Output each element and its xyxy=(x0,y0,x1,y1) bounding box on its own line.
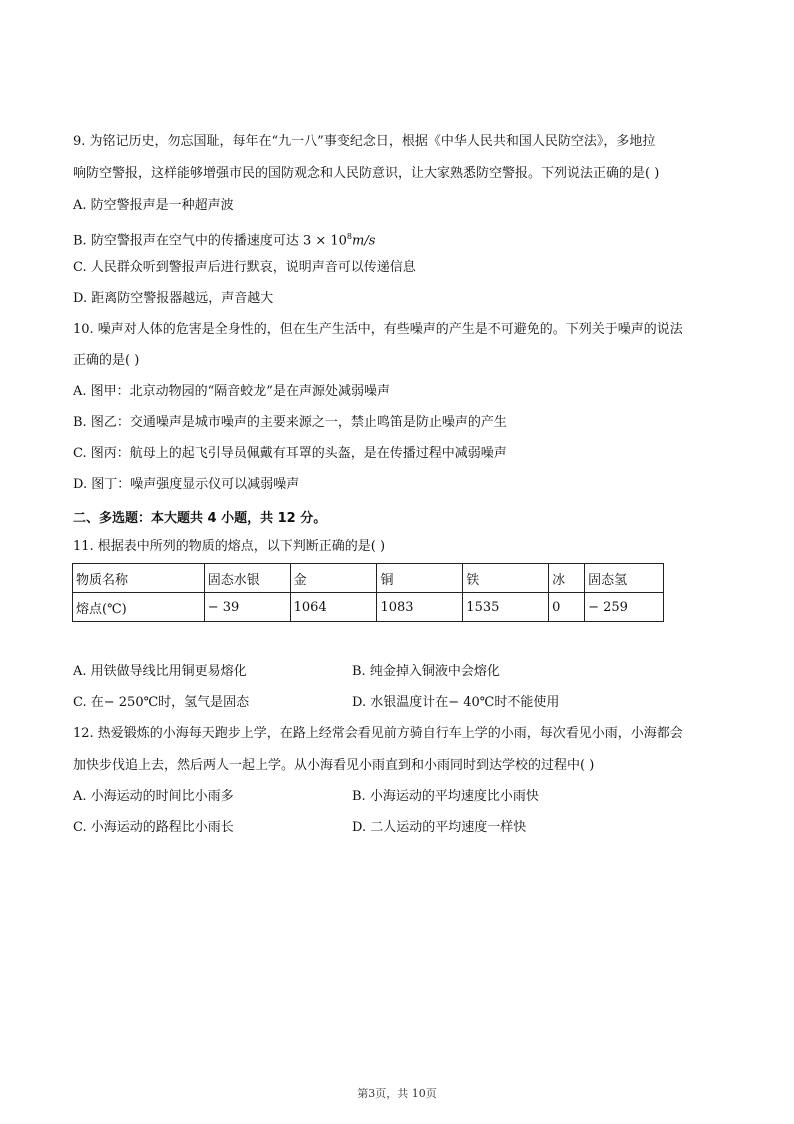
table-cell: 熔点(℃) xyxy=(73,593,205,622)
page-number: 第3页，共 10页 xyxy=(357,1087,437,1100)
table-row xyxy=(73,593,664,622)
q9-option-d: D. 距离防空警报器越远，声音越大 xyxy=(73,291,274,306)
q9-stem-line2: 响防空警报，这样能够增强市民的国防观念和人民防意识，让大家熟悉防空警报。下列说法正确的是( ) xyxy=(73,166,660,181)
q10-option-c: C. 图丙：航母上的起飞引导员佩戴有耳罩的头盔，是在传播过程中减弱噪声 xyxy=(73,446,507,461)
table-cell: 1535 xyxy=(463,593,549,622)
table-cell: 铁 xyxy=(463,564,549,593)
table-cell: 物质名称 xyxy=(73,564,205,593)
q10-option-b: B. 图乙：交通噪声是城市噪声的主要来源之一，禁止鸣笛是防止噪声的产生 xyxy=(73,415,507,430)
q9-option-c: C. 人民群众听到警报声后进行默哀，说明声音可以传递信息 xyxy=(73,260,416,275)
q11-option-a: A. 用铁做导线比用铜更易熔化 xyxy=(73,664,247,679)
table-cell: 金 xyxy=(290,564,377,593)
q12-stem-line2: 加快步伐追上去，然后两人一起上学。从小海看见小雨直到和小雨同时到达学校的过程中( ) xyxy=(73,758,595,773)
q10-option-a: A. 图甲：北京动物园的“隔音蛟龙”是在声源处减弱噪声 xyxy=(73,384,390,399)
table-cell: 固态水银 xyxy=(204,564,290,593)
table-cell: 0 xyxy=(549,593,585,622)
q12-option-b: B. 小海运动的平均速度比小雨快 xyxy=(352,789,539,804)
table-cell: 冰 xyxy=(549,564,585,593)
q11-option-b: B. 纯金掉入铜液中会熔化 xyxy=(352,664,500,679)
q10-stem-line1: 10. 噪声对人体的危害是全身性的，但在生产生活中，有些噪声的产生是不可避免的。下列关于噪声的说法 xyxy=(73,322,683,337)
q9-option-b-text: B. 防空警报声在空气中的传播速度可达 3 × 10 xyxy=(73,233,347,249)
q12-option-a: A. 小海运动的时间比小雨多 xyxy=(73,789,234,804)
q10-stem-line2: 正确的是( ) xyxy=(73,353,140,368)
q9-option-b-unit: m/s xyxy=(352,233,376,249)
table-cell: 1083 xyxy=(377,593,463,622)
q11-option-c: C. 在− 250℃时，氢气是固态 xyxy=(73,695,250,710)
table-cell: − 39 xyxy=(204,593,290,622)
q9-option-b-exponent: 8 xyxy=(346,232,353,241)
q9-option-b xyxy=(73,228,375,250)
melting-point-table xyxy=(72,563,664,622)
q12-stem-line1: 12. 热爱锻炼的小海每天跑步上学，在路上经常会看见前方骑自行车上学的小雨，每次看见小雨，小海都会 xyxy=(73,726,683,741)
section-heading: 二、多选题：本大题共 4 小题，共 12 分。 xyxy=(73,511,327,526)
table-cell: 铜 xyxy=(377,564,463,593)
q12-option-d: D. 二人运动的平均速度一样快 xyxy=(352,820,527,835)
q12-option-c: C. 小海运动的路程比小雨长 xyxy=(73,820,234,835)
q11-option-d: D. 水银温度计在− 40℃时不能使用 xyxy=(352,695,560,710)
table-cell: 1064 xyxy=(290,593,377,622)
q9-stem-line1: 9. 为铭记历史，勿忘国耻，每年在“九一八”事变纪念日，根据《中华人民共和国人民防空法》，多地拉 xyxy=(73,134,656,149)
q11-stem: 11. 根据表中所列的物质的熔点，以下判断正确的是( ) xyxy=(73,539,386,554)
table-header-row xyxy=(73,564,664,593)
q10-option-d: D. 图丁：噪声强度显示仪可以减弱噪声 xyxy=(73,477,300,492)
table-cell: − 259 xyxy=(585,593,664,622)
table-cell: 固态氢 xyxy=(585,564,664,593)
q9-option-a: A. 防空警报声是一种超声波 xyxy=(73,198,234,213)
